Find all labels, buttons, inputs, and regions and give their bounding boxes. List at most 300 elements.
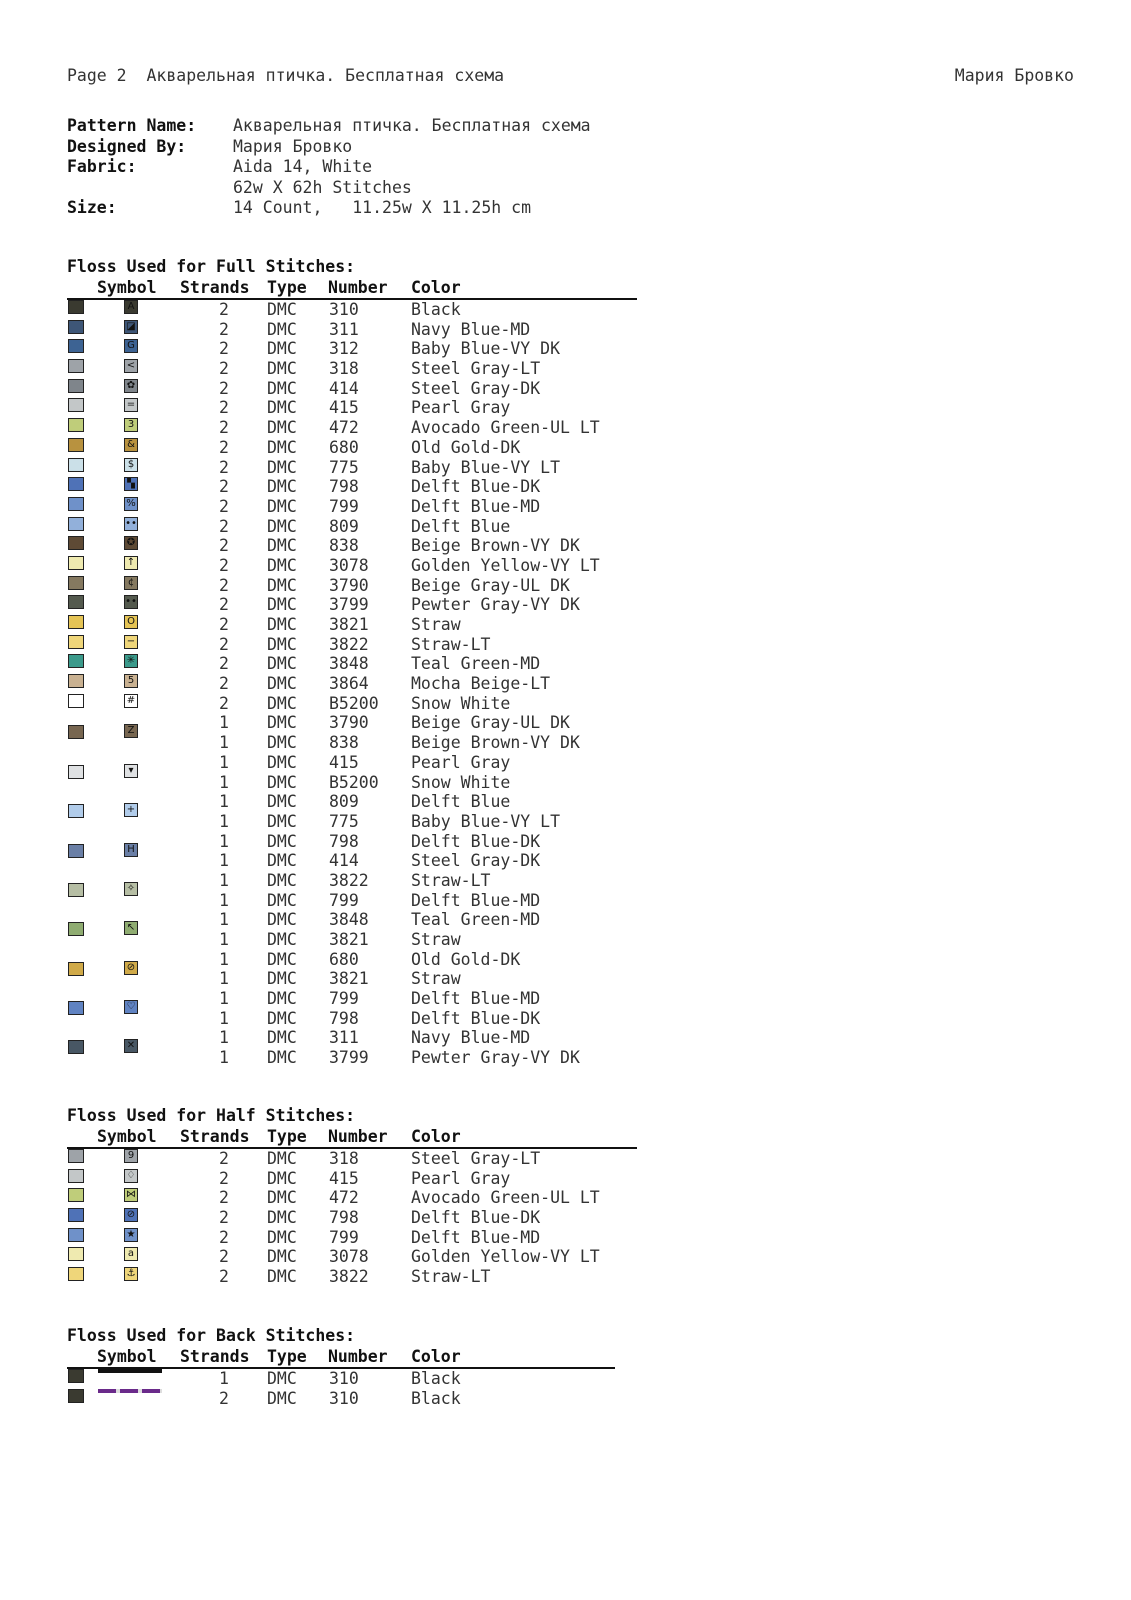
table-row <box>67 949 637 973</box>
strands-value: 2 <box>219 674 229 694</box>
number-value: 311 <box>329 1028 359 1048</box>
table-row <box>67 891 637 911</box>
strands-value: 1 <box>219 870 229 890</box>
color-name: Baby Blue-VY LT <box>411 457 561 477</box>
type-value: DMC <box>267 1267 297 1287</box>
strands-value: 2 <box>219 1149 229 1168</box>
number-value: 472 <box>329 418 359 438</box>
table-row <box>67 1389 615 1409</box>
table-row <box>67 458 637 478</box>
table-row <box>67 1228 637 1248</box>
strands-value: 2 <box>219 1208 229 1228</box>
type-value: DMC <box>267 300 297 319</box>
stitch-symbol-icon: A <box>124 300 138 314</box>
type-value: DMC <box>267 555 297 575</box>
number-value: 311 <box>329 319 359 339</box>
strands-value: 1 <box>219 890 229 910</box>
color-swatch <box>68 536 84 550</box>
color-swatch <box>68 339 84 353</box>
color-name: Old Gold-DK <box>411 437 521 457</box>
type-value: DMC <box>267 339 297 359</box>
color-name: Straw <box>411 969 461 989</box>
type-value: DMC <box>267 516 297 536</box>
type-value: DMC <box>267 359 297 379</box>
strands-value: 2 <box>219 496 229 516</box>
column-header-color: Color <box>411 1347 461 1366</box>
section-title: Floss Used for Back Stitches: <box>67 1326 356 1345</box>
color-swatch <box>68 418 84 432</box>
stitch-symbol-icon: •• <box>125 596 137 608</box>
column-header-number: Number <box>328 278 388 297</box>
color-name: Baby Blue-VY LT <box>411 811 561 831</box>
type-value: DMC <box>267 1048 297 1068</box>
number-value: 809 <box>329 516 359 536</box>
number-value: 415 <box>329 398 359 418</box>
column-header-strands: Strands <box>180 278 250 297</box>
strands-value: 1 <box>219 752 229 772</box>
type-value: DMC <box>267 378 297 398</box>
table-row <box>67 910 637 934</box>
section-title: Floss Used for Full Stitches: <box>67 257 356 276</box>
number-value: 312 <box>329 339 359 359</box>
table-row <box>67 398 637 418</box>
table-row <box>67 1247 637 1267</box>
table-row <box>67 831 637 855</box>
table-row <box>67 1188 637 1208</box>
color-swatch <box>68 379 84 393</box>
color-name: Golden Yellow-VY LT <box>411 555 600 575</box>
color-swatch <box>68 517 84 531</box>
number-value: 3821 <box>329 615 369 634</box>
table-row <box>67 438 637 458</box>
number-value: B5200 <box>329 772 379 792</box>
strands-value: 2 <box>219 615 229 634</box>
page-header-author: Мария Бровко <box>954 66 1074 85</box>
stitch-symbol-icon: = <box>124 398 138 412</box>
number-value: 680 <box>329 437 359 457</box>
color-swatch <box>68 654 84 668</box>
color-name: Delft Blue-MD <box>411 496 541 516</box>
strands-value: 2 <box>219 1188 229 1208</box>
strands-value: 1 <box>219 811 229 831</box>
color-name: Pewter Gray-VY DK <box>411 595 580 615</box>
stitch-symbol-icon: ✳ <box>124 654 138 668</box>
full-stitches-section <box>67 257 637 1068</box>
info-value: Мария Бровко <box>233 136 353 156</box>
column-header-strands: Strands <box>180 1347 250 1366</box>
strands-value: 2 <box>219 398 229 418</box>
type-value: DMC <box>267 1369 297 1388</box>
column-header-number: Number <box>328 1347 388 1366</box>
color-swatch <box>68 615 84 629</box>
table-row <box>67 556 637 576</box>
type-value: DMC <box>267 772 297 792</box>
table-row <box>67 300 637 320</box>
strands-value: 2 <box>219 1168 229 1188</box>
color-name: Snow White <box>411 772 511 792</box>
number-value: 3799 <box>329 595 369 615</box>
info-key: Fabric: <box>67 157 137 176</box>
color-name: Delft Blue-DK <box>411 477 541 497</box>
strands-value: 2 <box>219 595 229 615</box>
number-value: 680 <box>329 949 359 969</box>
color-name: Mocha Beige-LT <box>411 674 551 694</box>
strands-value: 2 <box>219 536 229 556</box>
type-value: DMC <box>267 1188 297 1208</box>
table-row <box>67 536 637 556</box>
color-name: Steel Gray-LT <box>411 1149 541 1168</box>
color-name: Navy Blue-MD <box>411 1028 531 1048</box>
type-value: DMC <box>267 910 297 930</box>
strands-value: 2 <box>219 418 229 438</box>
number-value: 3848 <box>329 654 369 674</box>
table-row <box>67 1267 637 1287</box>
number-value: 415 <box>329 752 359 772</box>
strands-value: 1 <box>219 969 229 989</box>
stitch-symbol-icon: ⊘ <box>124 1208 138 1222</box>
column-header-color: Color <box>411 1127 461 1146</box>
number-value: 799 <box>329 989 359 1009</box>
info-key: Size: <box>67 198 117 217</box>
strands-value: 2 <box>219 575 229 595</box>
table-row <box>67 792 637 816</box>
number-value: 799 <box>329 1227 359 1247</box>
strands-value: 1 <box>219 910 229 930</box>
table-row <box>67 1149 637 1169</box>
type-value: DMC <box>267 1149 297 1168</box>
strands-value: 1 <box>219 1369 229 1388</box>
strands-value: 2 <box>219 1267 229 1287</box>
strands-value: 2 <box>219 555 229 575</box>
color-swatch <box>68 438 84 452</box>
color-swatch <box>68 1228 84 1242</box>
type-value: DMC <box>267 693 297 713</box>
number-value: 775 <box>329 811 359 831</box>
strands-value: 2 <box>219 437 229 457</box>
number-value: 3821 <box>329 969 369 989</box>
table-row <box>67 1369 615 1389</box>
stitch-symbol-icon: ⊘ <box>124 961 138 975</box>
info-value: 14 Count, 11.25w X 11.25h cm <box>233 198 532 217</box>
number-value: 798 <box>329 1208 359 1228</box>
number-value: 798 <box>329 1008 359 1028</box>
table-row <box>67 969 637 989</box>
color-swatch <box>68 1267 84 1281</box>
type-value: DMC <box>267 1227 297 1247</box>
column-header-symbol: Symbol <box>97 1127 157 1146</box>
stitch-symbol-icon: G <box>124 339 138 353</box>
stitch-symbol-icon: ✿ <box>124 379 138 393</box>
stitch-symbol-icon: 9 <box>124 1149 138 1163</box>
backstitch-line-icon <box>98 1389 162 1393</box>
table-row <box>67 812 637 832</box>
strands-value: 2 <box>219 516 229 536</box>
color-name: Delft Blue-MD <box>411 1227 541 1247</box>
type-value: DMC <box>267 969 297 989</box>
table-row <box>67 359 637 379</box>
color-swatch <box>68 1169 84 1183</box>
color-name: Beige Gray-UL DK <box>411 713 570 733</box>
number-value: 775 <box>329 457 359 477</box>
column-header-type: Type <box>267 278 307 297</box>
table-row <box>67 713 637 737</box>
column-header-color: Color <box>411 278 461 297</box>
stitch-symbol-icon: + <box>124 803 138 817</box>
number-value: 3822 <box>329 870 369 890</box>
strands-value: 2 <box>219 300 229 319</box>
strands-value: 2 <box>219 359 229 379</box>
type-value: DMC <box>267 319 297 339</box>
table-row <box>67 595 637 615</box>
number-value: 3078 <box>329 555 369 575</box>
color-swatch <box>68 477 84 491</box>
table-row <box>67 517 637 537</box>
number-value: 3822 <box>329 634 369 654</box>
column-header <box>67 1127 637 1149</box>
table-row <box>67 477 637 497</box>
type-value: DMC <box>267 792 297 812</box>
number-value: 798 <box>329 831 359 851</box>
type-value: DMC <box>267 536 297 556</box>
column-header-symbol: Symbol <box>97 1347 157 1366</box>
type-value: DMC <box>267 437 297 457</box>
number-value: 3821 <box>329 930 369 949</box>
column-header-type: Type <box>267 1127 307 1146</box>
info-value: 62w X 62h Stitches <box>233 177 412 197</box>
type-value: DMC <box>267 1388 297 1408</box>
type-value: DMC <box>267 457 297 477</box>
strands-value: 1 <box>219 1008 229 1028</box>
number-value: 3848 <box>329 910 369 930</box>
table-row <box>67 635 637 655</box>
table-row <box>67 1028 637 1052</box>
color-name: Delft Blue-MD <box>411 989 541 1009</box>
strands-value: 1 <box>219 949 229 969</box>
number-value: 310 <box>329 1388 359 1408</box>
type-value: DMC <box>267 713 297 733</box>
section-title: Floss Used for Half Stitches: <box>67 1106 356 1125</box>
color-name: Pearl Gray <box>411 398 511 418</box>
number-value: 838 <box>329 733 359 753</box>
number-value: 414 <box>329 378 359 398</box>
info-key: Pattern Name: <box>67 116 197 135</box>
stitch-symbol-icon: % <box>124 497 138 511</box>
type-value: DMC <box>267 496 297 516</box>
type-value: DMC <box>267 1168 297 1188</box>
strands-value: 2 <box>219 378 229 398</box>
color-name: Avocado Green-UL LT <box>411 418 600 438</box>
stitch-symbol-icon: 3 <box>124 418 138 432</box>
table-row <box>67 320 637 340</box>
stitch-symbol-icon: •• <box>125 517 137 529</box>
strands-value: 1 <box>219 772 229 792</box>
type-value: DMC <box>267 595 297 615</box>
number-value: 414 <box>329 851 359 871</box>
number-value: 318 <box>329 1149 359 1168</box>
color-swatch <box>68 576 84 590</box>
table-row <box>67 497 637 517</box>
stitch-symbol-icon: ✕ <box>124 1039 138 1053</box>
type-value: DMC <box>267 615 297 634</box>
strands-value: 1 <box>219 1028 229 1048</box>
stitch-symbol-icon: O <box>124 615 138 629</box>
color-name: Straw-LT <box>411 870 491 890</box>
type-value: DMC <box>267 398 297 418</box>
strands-value: 1 <box>219 733 229 753</box>
color-swatch <box>68 1369 84 1383</box>
strands-value: 2 <box>219 457 229 477</box>
type-value: DMC <box>267 418 297 438</box>
table-row <box>67 1009 637 1029</box>
strands-value: 2 <box>219 1227 229 1247</box>
table-row <box>67 418 637 438</box>
number-value: 3078 <box>329 1247 369 1267</box>
type-value: DMC <box>267 634 297 654</box>
stitch-symbol-icon: & <box>124 438 138 452</box>
strands-value: 2 <box>219 339 229 359</box>
color-swatch <box>68 1149 84 1163</box>
strands-value: 2 <box>219 1247 229 1267</box>
table-row <box>67 851 637 871</box>
type-value: DMC <box>267 575 297 595</box>
color-name: Straw <box>411 930 461 949</box>
stitch-symbol-icon: a <box>124 1247 138 1261</box>
color-name: Steel Gray-LT <box>411 359 541 379</box>
color-name: Delft Blue-DK <box>411 831 541 851</box>
number-value: 318 <box>329 359 359 379</box>
color-name: Steel Gray-DK <box>411 851 541 871</box>
stitch-symbol-icon: < <box>124 359 138 373</box>
color-name: Straw <box>411 615 461 634</box>
number-value: 798 <box>329 477 359 497</box>
stitch-symbol-icon: ★ <box>124 1228 138 1242</box>
color-swatch <box>68 556 84 570</box>
table-row <box>67 339 637 359</box>
color-name: Golden Yellow-VY LT <box>411 1247 600 1267</box>
stitch-symbol-icon: 5 <box>124 674 138 688</box>
table-row <box>67 694 637 714</box>
color-swatch <box>68 458 84 472</box>
column-header-number: Number <box>328 1127 388 1146</box>
color-name: Baby Blue-VY DK <box>411 339 561 359</box>
color-name: Delft Blue <box>411 516 511 536</box>
info-value: Aida 14, White <box>233 157 373 176</box>
color-name: Black <box>411 300 461 319</box>
column-header <box>67 1347 615 1369</box>
table-row <box>67 615 637 635</box>
table-row <box>67 752 637 776</box>
color-name: Pearl Gray <box>411 752 511 772</box>
table-row <box>67 989 637 1013</box>
type-value: DMC <box>267 477 297 497</box>
color-name: Pearl Gray <box>411 1168 511 1188</box>
backstitch-line-icon <box>98 1369 162 1373</box>
stitch-symbol-icon: ¢ <box>124 576 138 590</box>
half-stitches-section <box>67 1106 637 1287</box>
table-row <box>67 930 637 950</box>
color-name: Delft Blue-MD <box>411 890 541 910</box>
color-name: Beige Gray-UL DK <box>411 575 570 595</box>
type-value: DMC <box>267 1028 297 1048</box>
stitch-symbol-icon: ⋈ <box>126 1189 136 1201</box>
strands-value: 1 <box>219 989 229 1009</box>
color-swatch <box>68 595 84 609</box>
strands-value: 2 <box>219 654 229 674</box>
strands-value: 1 <box>219 713 229 733</box>
strands-value: 2 <box>219 319 229 339</box>
type-value: DMC <box>267 930 297 949</box>
column-header-type: Type <box>267 1347 307 1366</box>
color-swatch <box>68 1208 84 1222</box>
table-row <box>67 576 637 596</box>
stitch-symbol-icon: $ <box>124 458 138 472</box>
stitch-symbol-icon: ✪ <box>124 536 138 550</box>
stitch-symbol-icon: ✧ <box>124 882 138 896</box>
type-value: DMC <box>267 1008 297 1028</box>
color-swatch <box>68 1389 84 1403</box>
strands-value: 2 <box>219 693 229 713</box>
color-name: Delft Blue-DK <box>411 1208 541 1228</box>
color-swatch <box>68 635 84 649</box>
color-name: Black <box>411 1369 461 1388</box>
number-value: 799 <box>329 496 359 516</box>
stitch-symbol-icon: ↑ <box>124 556 138 570</box>
page-header-title: Page 2 Акварельная птичка. Бесплатная схема <box>67 66 505 85</box>
stitch-symbol-icon: H <box>124 843 138 857</box>
number-value: 3799 <box>329 1048 369 1068</box>
stitch-symbol-icon: ⚓ <box>124 1267 138 1281</box>
color-name: Straw-LT <box>411 634 491 654</box>
stitch-symbol-icon: ♡ <box>124 1000 138 1014</box>
color-swatch <box>68 320 84 334</box>
number-value: 472 <box>329 1188 359 1208</box>
type-value: DMC <box>267 851 297 871</box>
color-name: Teal Green-MD <box>411 654 541 674</box>
table-row <box>67 379 637 399</box>
color-swatch <box>68 694 84 708</box>
type-value: DMC <box>267 811 297 831</box>
type-value: DMC <box>267 674 297 694</box>
number-value: 415 <box>329 1168 359 1188</box>
strands-value: 2 <box>219 477 229 497</box>
color-name: Delft Blue <box>411 792 511 812</box>
color-swatch <box>68 398 84 412</box>
color-swatch <box>68 1188 84 1202</box>
color-name: Avocado Green-UL LT <box>411 1188 600 1208</box>
type-value: DMC <box>267 1247 297 1267</box>
column-header <box>67 278 637 300</box>
info-value: Акварельная птичка. Бесплатная схема <box>233 116 591 135</box>
color-swatch <box>68 300 84 314</box>
stitch-symbol-icon: # <box>124 694 138 708</box>
strands-value: 1 <box>219 930 229 949</box>
color-swatch <box>68 497 84 511</box>
color-name: Old Gold-DK <box>411 949 521 969</box>
stitch-symbol-icon: ◪ <box>124 320 138 334</box>
type-value: DMC <box>267 890 297 910</box>
column-header-strands: Strands <box>180 1127 250 1146</box>
strands-value: 2 <box>219 634 229 654</box>
color-name: Delft Blue-DK <box>411 1008 541 1028</box>
color-name: Teal Green-MD <box>411 910 541 930</box>
info-key: Designed By: <box>67 136 187 156</box>
type-value: DMC <box>267 752 297 772</box>
color-name: Beige Brown-VY DK <box>411 536 580 556</box>
number-value: 310 <box>329 1369 359 1388</box>
column-header-symbol: Symbol <box>97 278 157 297</box>
stitch-symbol-icon: Z <box>124 724 138 738</box>
stitch-symbol-icon: ▚ <box>124 477 138 491</box>
